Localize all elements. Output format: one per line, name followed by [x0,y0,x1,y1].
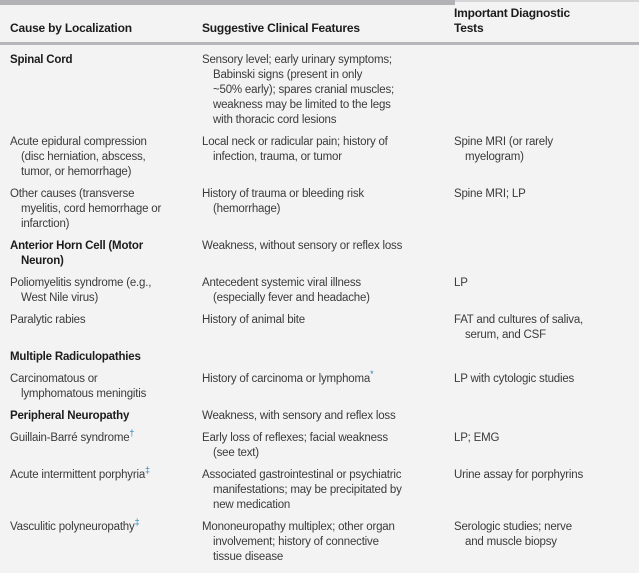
text-line: History of trauma or bleeding risk [202,188,364,200]
cause-cell [0,428,202,461]
header-suggestive-clinical-features: Suggestive Clinical Features [202,21,360,35]
cause-cell [0,53,202,128]
table-row [0,465,639,513]
footnote-marker: ‡ [134,517,140,528]
tests-cell [454,372,639,402]
tests-cell [454,53,639,128]
footnote-marker: * [370,369,374,380]
text-line: Antecedent systemic viral illness [202,277,361,289]
header-important-diagnostic-tests [454,6,639,36]
header-tests-line-1: Important Diagnostic [454,6,571,20]
text-line: History of animal bite [202,314,305,326]
table-row [0,517,639,565]
text-line: Paralytic rabies [10,314,86,326]
text-line: (hemorrhage) [213,203,281,215]
cause-cell [0,409,202,424]
features-cell [202,239,454,269]
text-line: ~50% early); spares cranial muscles; [213,84,395,96]
table-row [0,369,639,402]
cause-cell [0,276,202,306]
text-line: (especially fever and headache) [213,292,370,304]
text-line: tissue disease [213,551,284,563]
tests-cell [454,350,639,365]
table-body [0,45,639,565]
cause-cell [0,313,202,343]
text-line: Multiple Radiculopathies [10,351,141,363]
text-line: serum, and CSF [465,329,546,341]
features-cell [202,313,454,343]
features-cell [202,187,454,232]
features-cell [202,276,454,306]
text-line: LP; EMG [454,432,500,444]
text-line: Early loss of reflexes; facial weakness [202,432,388,444]
tests-cell [454,431,639,461]
text-line: Anterior Horn Cell (Motor [10,240,143,252]
tests-cell [454,409,639,424]
text-line: Guillain-Barré syndrome† [10,428,135,444]
text-line: Local neck or radicular pain; history of [202,136,388,148]
text-line: Babinski signs (present in only [213,69,363,81]
table-row [0,276,639,306]
features-cell [202,520,454,565]
text-line: LP [454,277,468,289]
features-cell [202,53,454,128]
features-cell [202,409,454,424]
table-row [0,135,639,180]
text-line: (see text) [213,447,259,459]
text-line: FAT and cultures of saliva, [454,314,584,326]
tests-cell [454,313,639,343]
text-line: Weakness, without sensory or reflex loss [202,240,403,252]
features-cell [202,431,454,461]
text-line: Acute epidural compression [10,136,147,148]
text-line: Poliomyelitis syndrome (e.g., [10,277,152,289]
features-cell [202,135,454,180]
text-line: involvement; history of connective [213,536,379,548]
header-tests-line-2: Tests [454,21,484,35]
footnote-marker: ‡ [145,465,151,476]
table-row [0,313,639,343]
cause-cell [0,465,202,513]
text-line: LP with cytologic studies [454,373,575,385]
cause-cell [0,517,202,565]
text-line: Weakness, with sensory and reflex loss [202,410,396,422]
text-line: tumor, or hemorrhage) [21,166,132,178]
tests-cell [454,187,639,232]
text-line: with thoracic cord lesions [213,114,337,126]
text-line: Vasculitic polyneuropathy‡ [10,517,140,533]
footnote-marker: † [129,428,135,439]
text-line: manifestations; may be precipitated by [213,484,402,496]
text-line: Serologic studies; nerve [454,521,572,533]
text-line: Peripheral Neuropathy [10,410,130,422]
text-line: Other causes (transverse [10,188,135,200]
table-row [0,428,639,461]
table-row [0,53,639,128]
table-row [0,239,639,269]
text-line: Associated gastrointestinal or psychiatric [202,469,402,481]
cause-cell [0,239,202,269]
text-line: (disc herniation, abscess, [21,151,146,163]
top-bar-dark-segment [0,0,455,5]
text-line: History of carcinoma or lymphoma* [202,369,374,385]
header-cause-by-localization: Cause by Localization [10,21,132,35]
tests-cell [454,239,639,269]
cause-cell [0,187,202,232]
tests-cell [454,276,639,306]
top-bar-light-segment [455,0,639,2]
text-line: new medication [213,499,291,511]
tests-cell [454,520,639,565]
table-row [0,187,639,232]
text-line: myelitis, cord hemorrhage or [21,203,162,215]
text-line: myelogram) [465,151,524,163]
text-line: Spinal Cord [10,54,73,66]
table-header-row [0,5,639,42]
table-row [0,409,639,424]
tests-cell [454,135,639,180]
cause-cell [0,372,202,402]
text-line: Carcinomatous or [10,373,98,385]
features-cell [202,369,454,402]
text-line: Sensory level; early urinary symptoms; [202,54,392,66]
text-line: infection, trauma, or tumor [213,151,342,163]
cause-cell [0,135,202,180]
text-line: lymphomatous meningitis [21,388,147,400]
text-line: West Nile virus) [21,292,99,304]
table-row [0,350,639,365]
tests-cell [454,468,639,513]
text-line: Acute intermittent porphyria‡ [10,465,151,481]
text-line: Spine MRI (or rarely [454,136,553,148]
text-line: Spine MRI; LP [454,188,526,200]
cause-cell [0,350,202,365]
text-line: infarction) [21,218,70,230]
text-line: Urine assay for porphyrins [454,469,584,481]
text-line: Mononeuropathy multiplex; other organ [202,521,395,533]
features-cell [202,468,454,513]
text-line: and muscle biopsy [465,536,557,548]
text-line: weakness may be limited to the legs [213,99,391,111]
text-line: Neuron) [21,255,64,267]
features-cell [202,350,454,365]
